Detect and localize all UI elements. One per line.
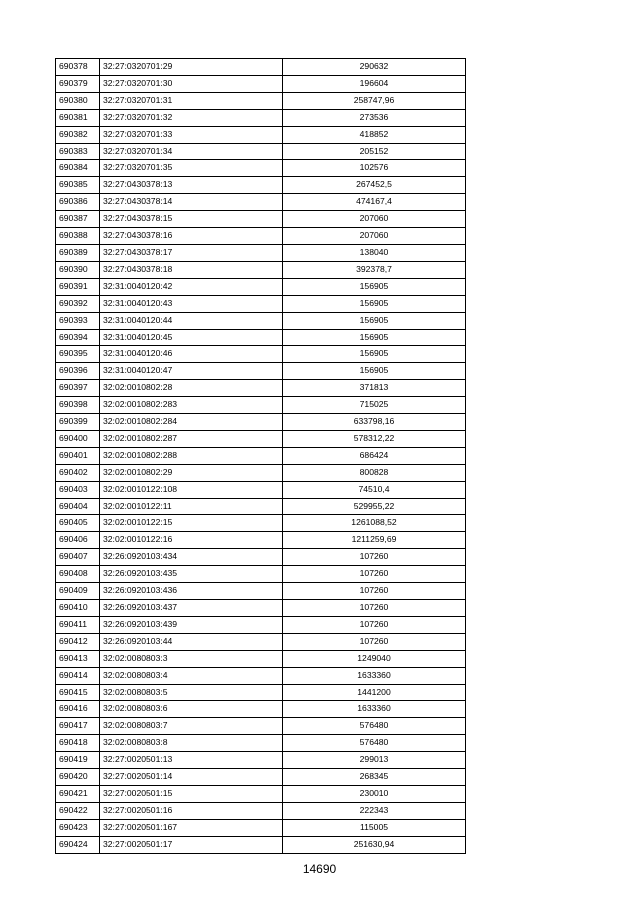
table-row [56,126,466,143]
value-cell: 115005 [283,819,466,836]
cadastral-number-cell: 32:02:0010802:288 [100,447,283,464]
table-row [56,802,466,819]
value-cell: 258747,96 [283,92,466,109]
row-id-cell: 690390 [56,261,100,278]
value-cell: 299013 [283,752,466,769]
cadastral-number-cell: 32:02:0080803:8 [100,735,283,752]
row-id-cell: 690382 [56,126,100,143]
cadastral-number-cell: 32:31:0040120:45 [100,329,283,346]
row-id-cell: 690385 [56,177,100,194]
row-id-cell: 690396 [56,363,100,380]
value-cell: 74510,4 [283,481,466,498]
table-row [56,583,466,600]
table-row [56,735,466,752]
cadastral-number-cell: 32:02:0010802:28 [100,380,283,397]
table-row [56,261,466,278]
cadastral-number-cell: 32:27:0430378:17 [100,244,283,261]
row-id-cell: 690407 [56,549,100,566]
table-row [56,397,466,414]
row-id-cell: 690412 [56,633,100,650]
row-id-cell: 690422 [56,802,100,819]
cadastral-number-cell: 32:27:0430378:18 [100,261,283,278]
value-cell: 107260 [283,633,466,650]
cadastral-number-cell: 32:27:0020501:17 [100,836,283,853]
row-id-cell: 690424 [56,836,100,853]
cadastral-number-cell: 32:27:0320701:33 [100,126,283,143]
row-id-cell: 690378 [56,59,100,76]
cadastral-number-cell: 32:02:0080803:3 [100,650,283,667]
cadastral-number-cell: 32:27:0320701:30 [100,75,283,92]
value-cell: 156905 [283,295,466,312]
value-cell: 267452,5 [283,177,466,194]
cadastral-number-cell: 32:27:0020501:13 [100,752,283,769]
value-cell: 107260 [283,583,466,600]
cadastral-number-cell: 32:27:0430378:15 [100,211,283,228]
value-cell: 251630,94 [283,836,466,853]
row-id-cell: 690393 [56,312,100,329]
cadastral-number-cell: 32:27:0430378:14 [100,194,283,211]
value-cell: 633798,16 [283,414,466,431]
table-row [56,92,466,109]
table-row [56,600,466,617]
row-id-cell: 690417 [56,718,100,735]
row-id-cell: 690405 [56,515,100,532]
row-id-cell: 690380 [56,92,100,109]
cadastral-number-cell: 32:02:0010122:16 [100,532,283,549]
row-id-cell: 690421 [56,785,100,802]
value-cell: 715025 [283,397,466,414]
cadastral-number-cell: 32:27:0430378:16 [100,228,283,245]
row-id-cell: 690387 [56,211,100,228]
cadastral-number-cell: 32:27:0020501:167 [100,819,283,836]
row-id-cell: 690391 [56,278,100,295]
value-cell: 576480 [283,718,466,735]
cadastral-number-cell: 32:31:0040120:46 [100,346,283,363]
value-cell: 1441200 [283,684,466,701]
table-row [56,633,466,650]
cadastral-number-cell: 32:02:0010122:11 [100,498,283,515]
table-row [56,160,466,177]
table-row [56,836,466,853]
row-id-cell: 690415 [56,684,100,701]
value-cell: 222343 [283,802,466,819]
value-cell: 156905 [283,278,466,295]
cadastral-number-cell: 32:31:0040120:44 [100,312,283,329]
row-id-cell: 690416 [56,701,100,718]
value-cell: 156905 [283,312,466,329]
table-row [56,447,466,464]
table-row [56,228,466,245]
cadastral-number-cell: 32:27:0320701:32 [100,109,283,126]
value-cell: 1633360 [283,667,466,684]
cadastral-number-cell: 32:26:0920103:437 [100,600,283,617]
table-row [56,278,466,295]
table-row [56,380,466,397]
cadastral-number-cell: 32:31:0040120:43 [100,295,283,312]
table-row [56,498,466,515]
cadastral-number-cell: 32:02:0010122:108 [100,481,283,498]
table-row [56,566,466,583]
row-id-cell: 690389 [56,244,100,261]
row-id-cell: 690381 [56,109,100,126]
table-row [56,329,466,346]
value-cell: 392378,7 [283,261,466,278]
value-cell: 268345 [283,769,466,786]
table-row [56,752,466,769]
table-row [56,515,466,532]
table-row [56,701,466,718]
value-cell: 800828 [283,464,466,481]
value-cell: 1261088,52 [283,515,466,532]
value-cell: 686424 [283,447,466,464]
value-cell: 107260 [283,616,466,633]
cadastral-number-cell: 32:27:0020501:14 [100,769,283,786]
row-id-cell: 690392 [56,295,100,312]
value-cell: 107260 [283,549,466,566]
cadastral-number-cell: 32:31:0040120:42 [100,278,283,295]
cadastral-number-cell: 32:27:0320701:35 [100,160,283,177]
row-id-cell: 690419 [56,752,100,769]
value-cell: 107260 [283,600,466,617]
value-cell: 156905 [283,329,466,346]
cadastral-number-cell: 32:02:0010802:29 [100,464,283,481]
value-cell: 207060 [283,211,466,228]
table-row [56,414,466,431]
value-cell: 371813 [283,380,466,397]
cadastral-number-cell: 32:02:0080803:4 [100,667,283,684]
cadastral-number-cell: 32:27:0020501:15 [100,785,283,802]
cadastral-number-cell: 32:02:0010802:287 [100,430,283,447]
table-row [56,667,466,684]
row-id-cell: 690420 [56,769,100,786]
table-row [56,109,466,126]
row-id-cell: 690413 [56,650,100,667]
table-row [56,650,466,667]
value-cell: 474167,4 [283,194,466,211]
value-cell: 196604 [283,75,466,92]
row-id-cell: 690398 [56,397,100,414]
table-row [56,75,466,92]
table-row [56,177,466,194]
table-row [56,194,466,211]
table-row [56,346,466,363]
value-cell: 156905 [283,363,466,380]
table-row [56,616,466,633]
table-row [56,295,466,312]
cadastral-number-cell: 32:31:0040120:47 [100,363,283,380]
row-id-cell: 690410 [56,600,100,617]
value-cell: 102576 [283,160,466,177]
value-cell: 138040 [283,244,466,261]
value-cell: 1249040 [283,650,466,667]
value-cell: 290632 [283,59,466,76]
table-row [56,532,466,549]
table-row [56,363,466,380]
table-row [56,211,466,228]
cadastral-number-cell: 32:02:0080803:6 [100,701,283,718]
row-id-cell: 690400 [56,430,100,447]
value-cell: 156905 [283,346,466,363]
row-id-cell: 690403 [56,481,100,498]
row-id-cell: 690399 [56,414,100,431]
value-cell: 529955,22 [283,498,466,515]
row-id-cell: 690411 [56,616,100,633]
table-row [56,481,466,498]
value-cell: 578312,22 [283,430,466,447]
value-cell: 230010 [283,785,466,802]
cadastral-number-cell: 32:27:0320701:34 [100,143,283,160]
table-row [56,143,466,160]
row-id-cell: 690386 [56,194,100,211]
cadastral-number-cell: 32:02:0080803:5 [100,684,283,701]
cadastral-number-cell: 32:02:0010122:15 [100,515,283,532]
row-id-cell: 690423 [56,819,100,836]
table-row [56,819,466,836]
page-number: 14690 [302,862,337,876]
value-cell: 273536 [283,109,466,126]
cadastral-number-cell: 32:26:0920103:44 [100,633,283,650]
row-id-cell: 690414 [56,667,100,684]
table-row [56,464,466,481]
row-id-cell: 690394 [56,329,100,346]
value-cell: 576480 [283,735,466,752]
value-cell: 207060 [283,228,466,245]
row-id-cell: 690388 [56,228,100,245]
table-row [56,718,466,735]
table-body [56,59,466,854]
table-row [56,59,466,76]
cadastral-number-cell: 32:27:0320701:31 [100,92,283,109]
cadastral-number-cell: 32:26:0920103:436 [100,583,283,600]
value-cell: 205152 [283,143,466,160]
row-id-cell: 690379 [56,75,100,92]
row-id-cell: 690383 [56,143,100,160]
row-id-cell: 690409 [56,583,100,600]
table-row [56,785,466,802]
cadastral-number-cell: 32:27:0430378:13 [100,177,283,194]
cadastral-number-cell: 32:26:0920103:439 [100,616,283,633]
data-table [55,58,466,854]
table-row [56,430,466,447]
table-row [56,244,466,261]
row-id-cell: 690395 [56,346,100,363]
value-cell: 1211259,69 [283,532,466,549]
cadastral-number-cell: 32:27:0320701:29 [100,59,283,76]
value-cell: 107260 [283,566,466,583]
table-row [56,769,466,786]
cadastral-number-cell: 32:26:0920103:435 [100,566,283,583]
cadastral-number-cell: 32:27:0020501:16 [100,802,283,819]
row-id-cell: 690402 [56,464,100,481]
cadastral-number-cell: 32:02:0010802:283 [100,397,283,414]
row-id-cell: 690384 [56,160,100,177]
table-row [56,549,466,566]
value-cell: 1633360 [283,701,466,718]
row-id-cell: 690401 [56,447,100,464]
table-row [56,684,466,701]
value-cell: 418852 [283,126,466,143]
table-row [56,312,466,329]
row-id-cell: 690408 [56,566,100,583]
cadastral-number-cell: 32:26:0920103:434 [100,549,283,566]
row-id-cell: 690418 [56,735,100,752]
row-id-cell: 690404 [56,498,100,515]
row-id-cell: 690397 [56,380,100,397]
cadastral-number-cell: 32:02:0080803:7 [100,718,283,735]
cadastral-number-cell: 32:02:0010802:284 [100,414,283,431]
row-id-cell: 690406 [56,532,100,549]
